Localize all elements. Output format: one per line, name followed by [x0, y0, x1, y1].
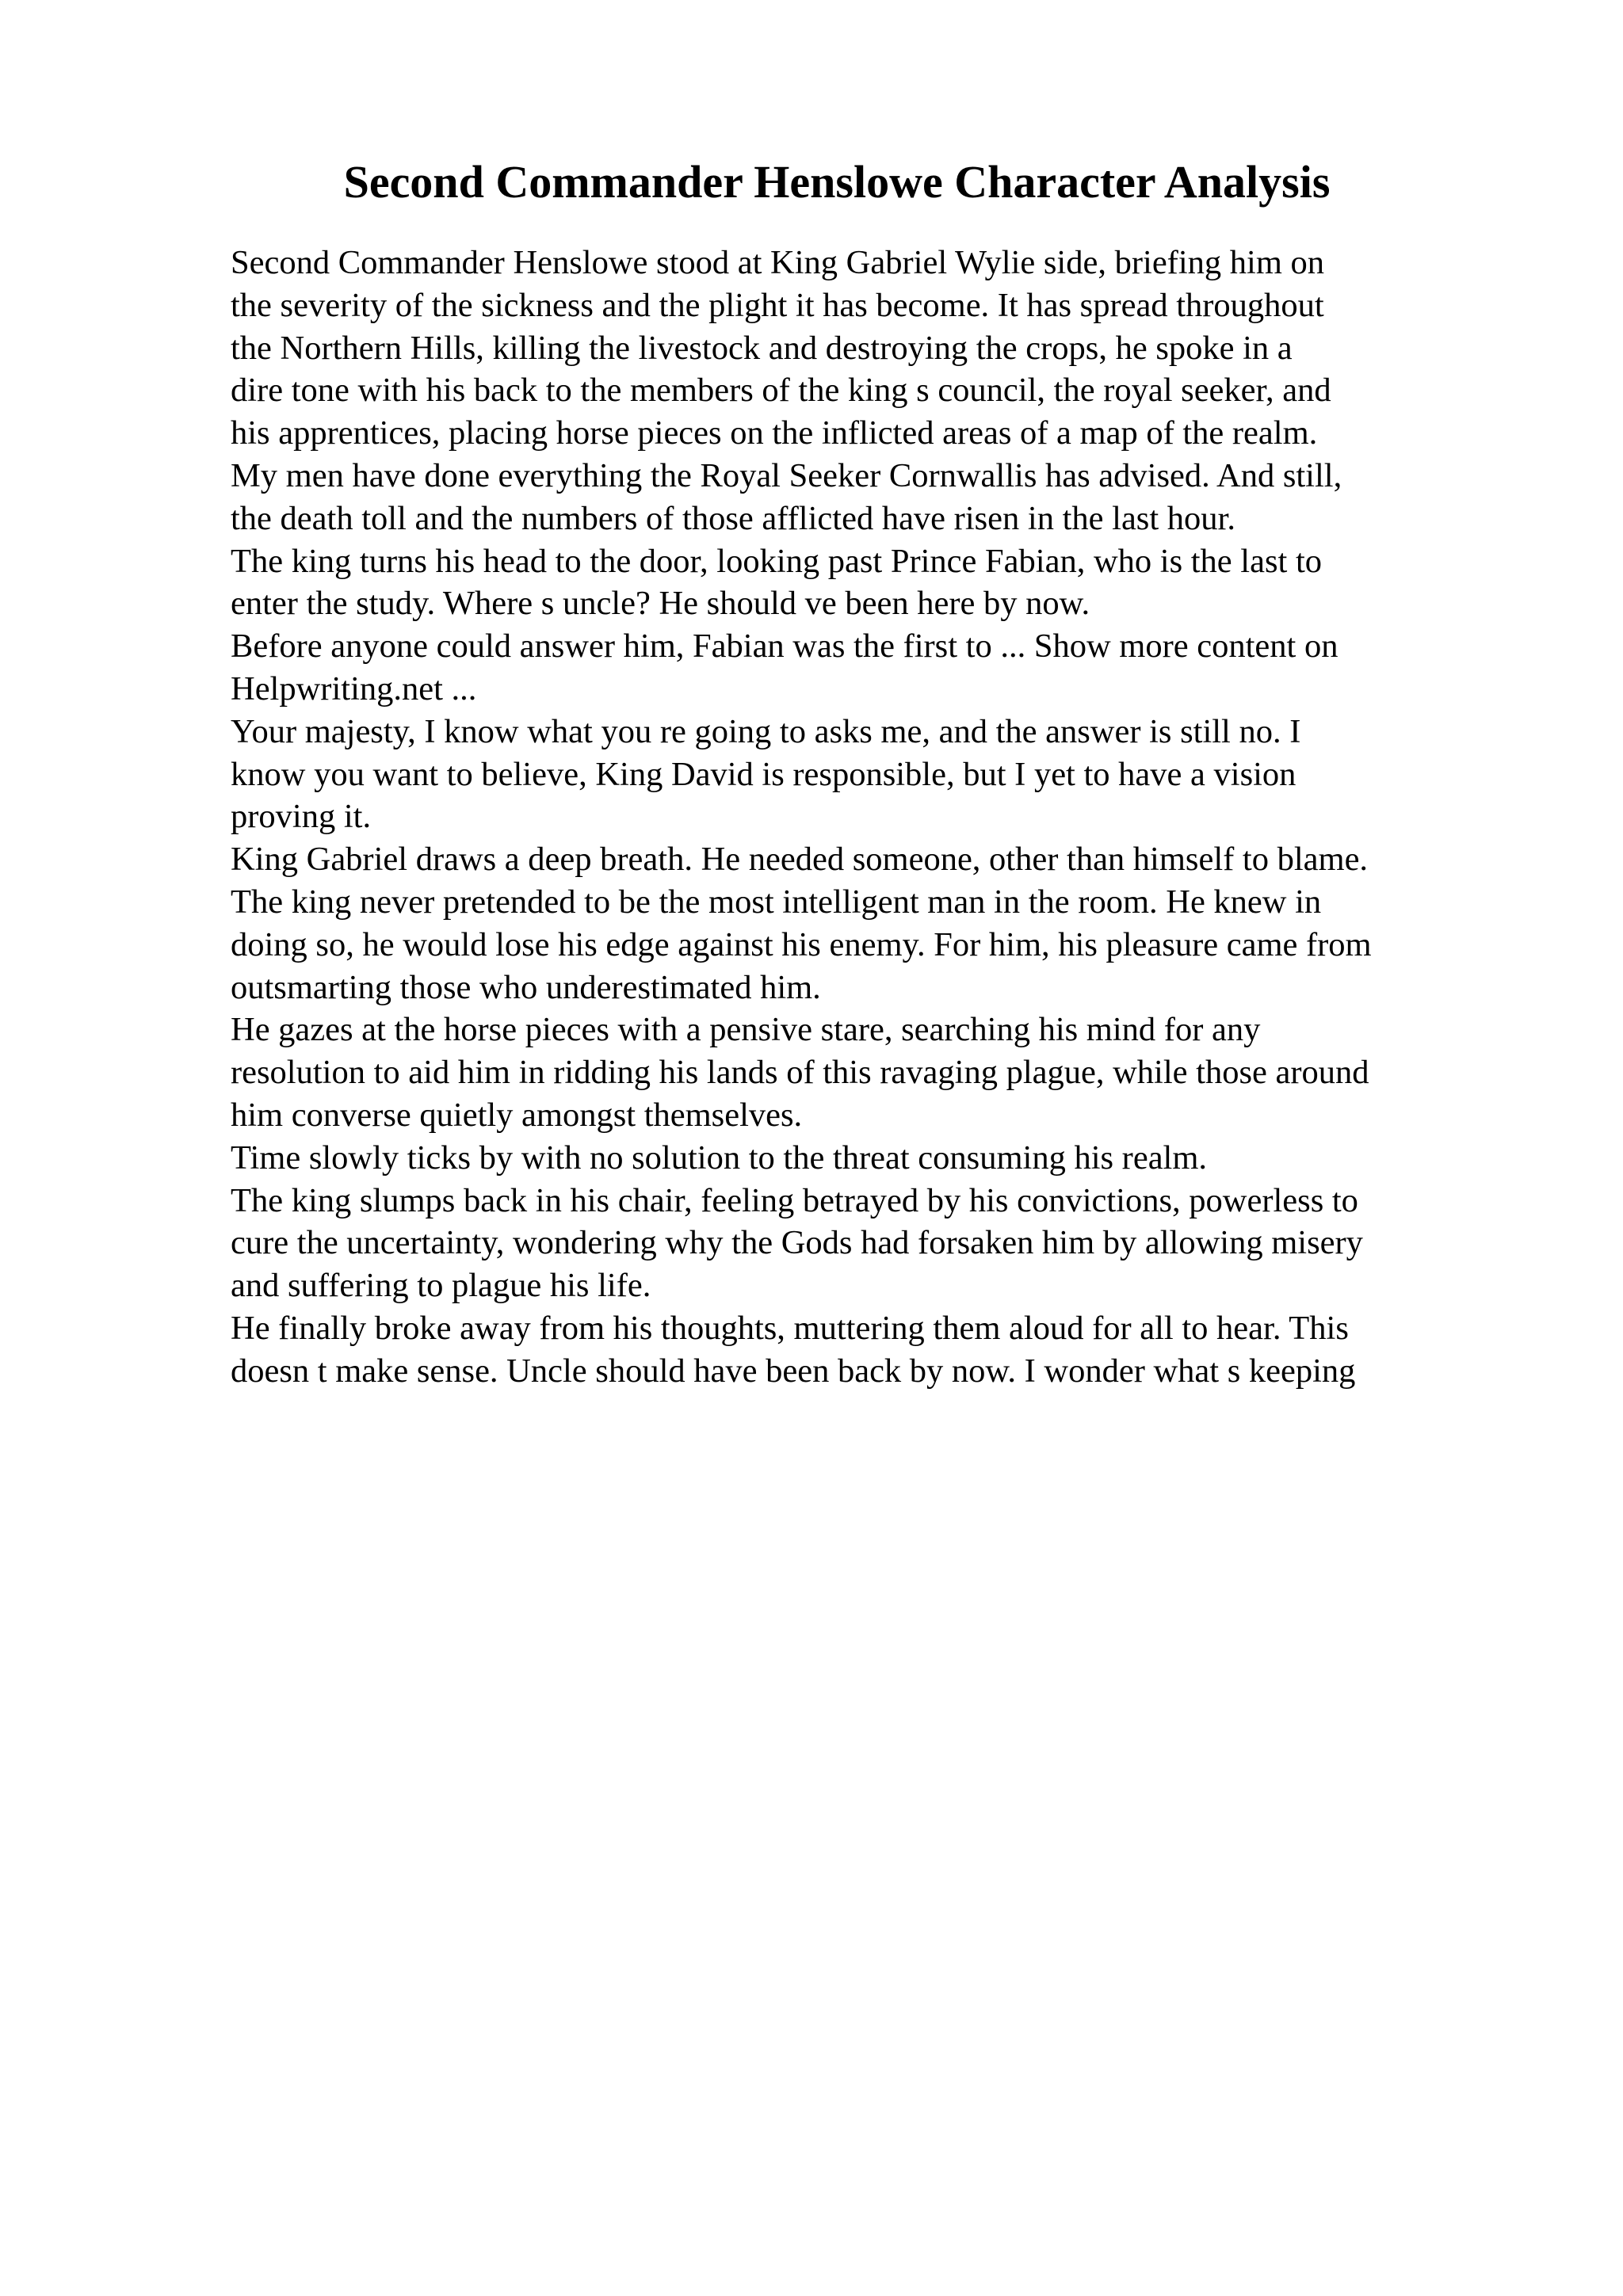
- body-line: The king turns his head to the door, looking past Prince Fabian, who is the last to: [231, 542, 1322, 580]
- body-line: enter the study. Where s uncle? He should ve been here by now.: [231, 585, 1090, 623]
- body-line: dire tone with his back to the members of the king s council, the royal seeker, and: [231, 372, 1331, 410]
- body-line: doing so, he would lose his edge against his enemy. For him, his pleasure came from: [231, 925, 1372, 963]
- body-line: Time slowly ticks by with no solution to the threat consuming his realm.: [231, 1138, 1208, 1177]
- document-body: [231, 242, 1594, 1393]
- body-line: the Northern Hills, killing the livestock and destroying the crops, he spoke in a: [231, 329, 1293, 367]
- body-line: know you want to believe, King David is responsible, but I yet to have a vision: [231, 755, 1296, 793]
- body-line: the death toll and the numbers of those afflicted have risen in the last hour.: [231, 499, 1235, 537]
- body-line: and suffering to plague his life.: [231, 1267, 651, 1305]
- body-line: resolution to aid him in ridding his lands of this ravaging plague, while those around: [231, 1054, 1369, 1092]
- body-line: Your majesty, I know what you re going to asks me, and the answer is still no. I: [231, 712, 1301, 750]
- body-line: his apprentices, placing horse pieces on the inflicted areas of a map of the realm.: [231, 414, 1318, 452]
- body-line: cure the uncertainty, wondering why the Gods had forsaken him by allowing misery: [231, 1224, 1363, 1262]
- body-line: King Gabriel draws a deep breath. He needed someone, other than himself to blame.: [231, 841, 1369, 879]
- body-line: Before anyone could answer him, Fabian was the first to ... Show more content on: [231, 627, 1338, 666]
- body-line: doesn t make sense. Uncle should have been back by now. I wonder what s keeping: [231, 1352, 1356, 1390]
- body-line: proving it.: [231, 798, 372, 836]
- body-line: He gazes at the horse pieces with a pensive stare, searching his mind for any: [231, 1011, 1261, 1049]
- body-line: him converse quietly amongst themselves.: [231, 1096, 803, 1134]
- body-line: the severity of the sickness and the plight it has become. It has spread throughout: [231, 286, 1324, 324]
- body-line: Helpwriting.net ...: [231, 669, 477, 707]
- body-line: The king never pretended to be the most intelligent man in the room. He knew in: [231, 883, 1322, 921]
- body-line: Second Commander Henslowe stood at King Gabriel Wylie side, briefing him on: [231, 244, 1325, 281]
- document-title: Second Commander Henslowe Character Analysis: [343, 156, 1331, 208]
- body-line: outsmarting those who underestimated him.: [231, 968, 821, 1006]
- body-line: He finally broke away from his thoughts, muttering them aloud for all to hear. This: [231, 1309, 1349, 1347]
- body-line: The king slumps back in his chair, feeling betrayed by his convictions, powerless to: [231, 1181, 1358, 1219]
- body-line: My men have done everything the Royal Seeker Cornwallis has advised. And still,: [231, 456, 1342, 494]
